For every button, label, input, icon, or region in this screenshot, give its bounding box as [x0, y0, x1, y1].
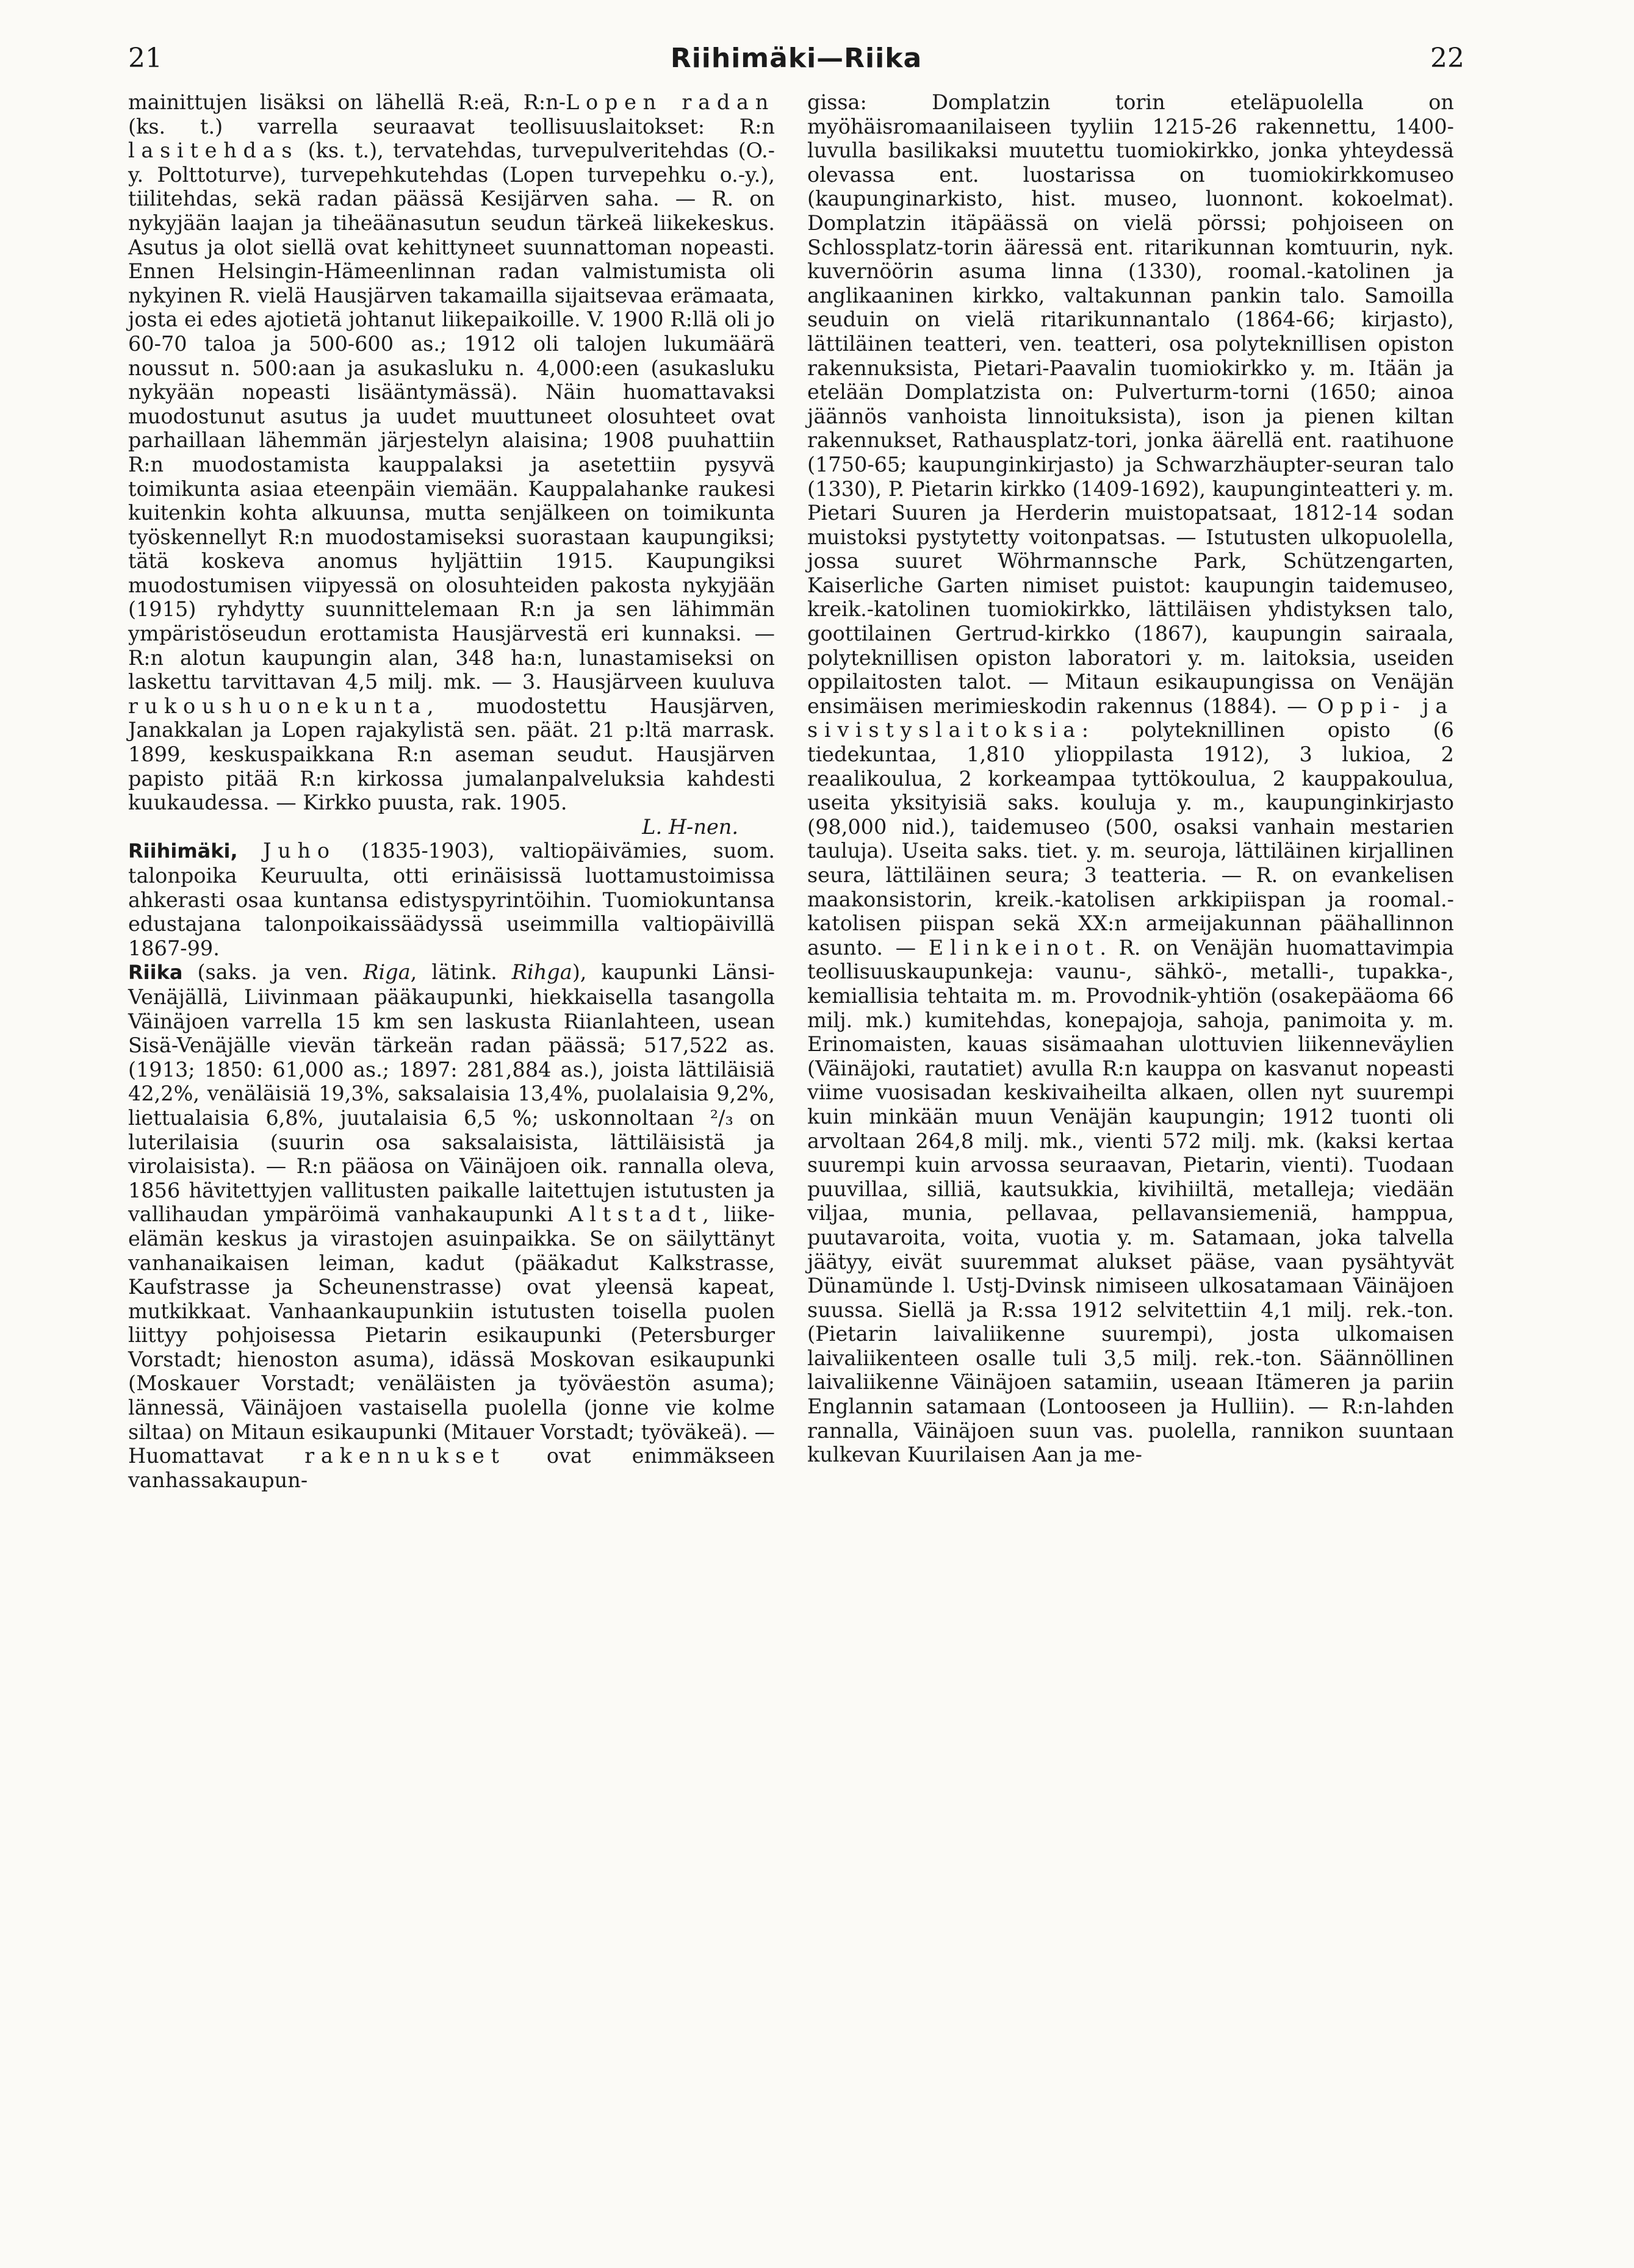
text-run: , lätink. [410, 960, 512, 985]
spaced-term: Oppi- ja sivistyslaitoksia [807, 694, 1455, 742]
article-riihimaki-continued [128, 90, 775, 815]
text-run: : polyteknillinen opisto (6 tiedekuntaa, 1,810 ylioppilasta 1912), 3 lukioa, 2 reaalikoulua, 2 korkeampaa tyttökoulua, 2 kauppakoulua, useita yksityisiä saks. kouluja y. m., kaupunginkirjasto (98,000 nid.), taidemuseo (500, osaksi vanhain mestarien tauluja). Useita saks. tiet. y. m. seuroja, lättiläinen kirjallinen seura, lättiläinen seura; 3 teatteria. — R. on evankelisen maakonsistorin, kreik.-katolisen arkkipiispan ja roomal.-katolisen piispan sekä XX:n armeijakunnan päähallinnon asunto. — [807, 718, 1454, 960]
author-signature: L. H-nen. [642, 814, 738, 839]
text-run: gissa: Domplatzin torin eteläpuolella on myöhäisromaanilaiseen tyyliin 1215-26 rakennettu, 1400-luvulla basilikaksi muutettu tuomiokirkko, jonka yhteydessä olevassa ent. luostarissa on tuomiokirkkomuseo (kaupunginarkisto, hist. museo, luonnont. kokoelmat). Domplatzin itäpäässä on vielä pörssi; pohjoiseen on Schlossplatz-torin ääressä ent. ritarikunnan komtuurin, nyk. kuvernöörin asuma linna (1330), roomal.-katolinen ja anglikaaninen kirkko, valtakunnan pankin talo. Samoilla seuduin on vielä ritarikunnantalo (1864-66; kirjasto), lättiläinen teatteri, ven. teatteri, osa polyteknillisen opiston rakennuksista, Pietari-Paavalin tuomiokirkko y. m. Itään ja etelään Domplatzista on: Pulverturm-torni (1650; ainoa jäännös vanhoista linnoituksista), ison ja pienen kiltan rakennukset, Rathausplatz-tori, jonka äärellä ent. raatihuone (1750-65; kaupunginkirjasto) ja Schwarzhäupter-seuran talo (1330), P. Pietarin kirkko (1409-1692), kaupunginteatteri y. m. Pietari Suuren ja Herderin muistopatsaat, 1812-14 sodan muistoksi pystytetty voitonpatsas. — Istutusten ulkopuolella, jossa suuret Wöhrmannsche Park, Schützengarten, Kaiserliche Garten nimiset puistot: kaupungin taidemuseo, kreik.-katolinen tuomiokirkko, lättiläisen yhdistyksen talo, goottilainen Gertrud-kirkko (1867), kaupungin sairaala, polyteknillisen opiston laboratori y. m. laitoksia, useiden oppilaitosten talot. — Mitaun esikaupungissa on Venäjän ensimäisen merimieskodin rakennus (1884). — [807, 90, 1454, 718]
page-number-right: 22 [1430, 43, 1464, 74]
page-header [128, 43, 1464, 92]
text-run: , muodostettu Hausjärven, Janakkalan ja Lopen rajakylistä sen. päät. 21 p:ltä marrask. 1899, keskuspaikkana R:n aseman seudut. Hausjärven papisto pitää R:n kirkossa jumalanpalveluksia kahdesti kuukaudessa. — Kirkko puusta, rak. 1905. [128, 694, 775, 815]
text-run: (ks. t.) varrella seuraavat teollisuuslaitokset: R:n [128, 114, 775, 138]
text-run: mainittujen lisäksi on lähellä R:eä, R:n- [128, 90, 566, 114]
headword: Riihimäki, [128, 839, 238, 863]
italic-term: Riga [363, 960, 411, 985]
italic-term: Rihga [511, 960, 572, 985]
spaced-term: Altstadt [568, 1202, 703, 1227]
text-run: ovat enimmäkseen vanhassakaupun- [128, 1444, 775, 1492]
running-title: Riihimäki—Riika [670, 43, 923, 74]
article-riihimaki-juho [128, 839, 775, 960]
spaced-term: Lopen radan [566, 90, 775, 114]
page-number-left: 21 [128, 43, 162, 74]
spaced-term: lasitehdas [128, 138, 299, 163]
left-column [128, 90, 775, 1492]
spaced-term: rakennukset [304, 1444, 506, 1468]
spaced-term: Juho [263, 839, 336, 863]
text-run: ), kaupunki Länsi-Venäjällä, Liivinmaan pääkaupunki, hiekkaisella tasangolla Väinäjoen varrella 15 km sen laskusta Riianlahteen, usean Sisä-Venäjälle vievän tärkeän radan päässä; 517,522 as. (1913; 1850: 61,000 as.; 1897: 281,884 as.), joista lättiläisiä 42,2%, venäläisiä 19,3%, saksalaisia 13,4%, puolalaisia 9,2%, liettualaisia 6,8%, juutalaisia 6,5 %; uskonnoltaan ²/₃ on luterilaisia (suurin osa saksalaisista, lättiläisistä ja virolaisista). — R:n pääosa on Väinäjoen oik. rannalla oleva, 1856 hävitettyjen vallitusten paikalle laitettujen istutusten ja vallihaudan ympäröimä vanhakaupunki [128, 960, 775, 1227]
spaced-term: Elinkeinot [928, 935, 1100, 960]
text-run: . R. on Venäjän huomattavimpia teollisuuskaupunkeja: vaunu-, sähkö-, metalli-, tupakka-, kemiallisia tehtaita m. m. Provodnik-yhtiön (osakepääoma 66 milj. mk.) kumitehdas, konepajoja, sahoja, panimoita y. m. Erinomaisten, kauas sisämaahan ulottuvien liikenneväylien (Väinäjoki, rautatiet) avulla R:n kauppa on kasvanut nopeasti viime vuosisadan keskivaiheilta alkaen, ollen nyt suurempi kuin minkään muun Venäjän kaupungin; 1912 tuonti oli arvoltaan 264,8 milj. mk., vienti 572 milj. mk. (kaksi kertaa suurempi kuin arvossa seuraavan, Pietarin, vienti). Tuodaan puuvillaa, silliä, kautsukkia, kivihiiltä, metalleja; viedään viljaa, munia, pellavaa, pellavansiemeniä, hamppua, puutavaroita, voita, vuotia y. m. Satamaan, joka talvella jäätyy, eivät suuremmat alukset pääse, vaan pysähtyvät Dünamünde l. Ustj-Dvinsk nimiseen ulkosatamaan Väinäjoen suussa. Siellä ja R:ssa 1912 selvitettiin 4,1 milj. rek.-ton. (Pietarin laivaliikenne suurempi), josta ulkomaisen laivaliikenteen osalle tuli 3,5 milj. rek.-ton. Säännöllinen laivaliikenne Väinäjoen satamiin, useaan Itämeren ja pariin Englannin satamaan (Lontooseen ja Hulliin). — R:n-lahden rannalla, Väinäjoen suun vas. puolella, rannikon suuntaan kulkevan Kuurilaisen Aan ja me- [807, 935, 1455, 1467]
text-run: (saks. ja ven. [182, 960, 364, 985]
article-riika-continued [807, 90, 1454, 1467]
right-column [807, 90, 1454, 1467]
text-run: (1835-1903), valtiopäivämies, suom. talonpoika Keuruulta, otti erinäisissä luottamustoimissa ahkerasti osaa kuntansa edistyspyrintöihin. Tuomiokuntansa edustajana talonpoikaissäädyssä useimmilla valtiopäivillä 1867-99. [128, 839, 776, 960]
article-riika [128, 960, 775, 1492]
headword: Riika [128, 961, 183, 985]
text-run: (ks. t.), tervatehdas, turvepulveritehdas (O.-y. Polttoturve), turvepehkutehdas (Lopen turvepehku o.-y.), tiilitehdas, sekä radan päässä Kesijärven saha. — R. on nykyjään laajan ja tiheäänasutun seudun tärkeä liikekeskus. Asutus ja olot siellä ovat kehittyneet suunnattoman nopeasti. Ennen Helsingin-Hämeenlinnan radan valmistumista oli nykyinen R. vielä Hausjärven takamailla sijaitsevaa erämaata, josta ei edes ajotietä johtanut liikepaikoille. V. 1900 R:llä oli jo 60-70 taloa ja 500-600 as.; 1912 oli talojen lukumäärä noussut n. 500:aan ja asukasluku n. 4,000:een (asukasluku nykyään nopeasti lisääntymässä). Näin huomattavaksi muodostunut asutus ja uudet muuttuneet olosuhteet ovat parhaillaan lähemmän järjestelyn alaisina; 1908 puuhattiin R:n muodostamista kauppalaksi ja asetettiin pysyvä toimikunta asiaa eteenpäin viemään. Kauppalahanke raukesi kuitenkin kohta alkuunsa, mutta senjälkeen on toimikunta työskennellyt R:n muodostamiseksi suorastaan kaupungiksi; tätä koskeva anomus hyljättiin 1915. Kaupungiksi muodostumisen viipyessä on olosuhteiden pakosta nykyjään (1915) ryhdytty suunnittelemaan R:n ja sen lähimmän ympäristöseudun erottamista Hausjärvestä eri kunnaksi. — R:n alotun kaupungin alan, 348 ha:n, lunastamiseksi on laskettu tarvittavan 4,5 milj. mk. — 3. Hausjärveen kuuluva [128, 138, 775, 694]
spaced-term: rukoushuonekunta [128, 694, 427, 718]
text-run: , liike-elämän keskus ja virastojen asuinpaikka. Se on säilyttänyt vanhanaikaisen leiman, kadut (pääkadut Kalkstrasse, Kaufstrasse ja Scheunenstrasse) ovat yleensä kapeat, mutkikkaat. Vanhaankaupunkiin istutusten toisella puolen liittyy pohjoisessa Pietarin esikaupunki (Petersburger Vorstadt; hienoston asuma), idässä Moskovan esikaupunki (Moskauer Vorstadt; venäläisten ja työväestön asuma); lännessä, Väinäjoen vastaisella puolella (jonne vie kolme siltaa) on Mitaun esikaupunki (Mitauer Vorstadt; työväkeä). — Huomattavat [128, 1202, 775, 1468]
